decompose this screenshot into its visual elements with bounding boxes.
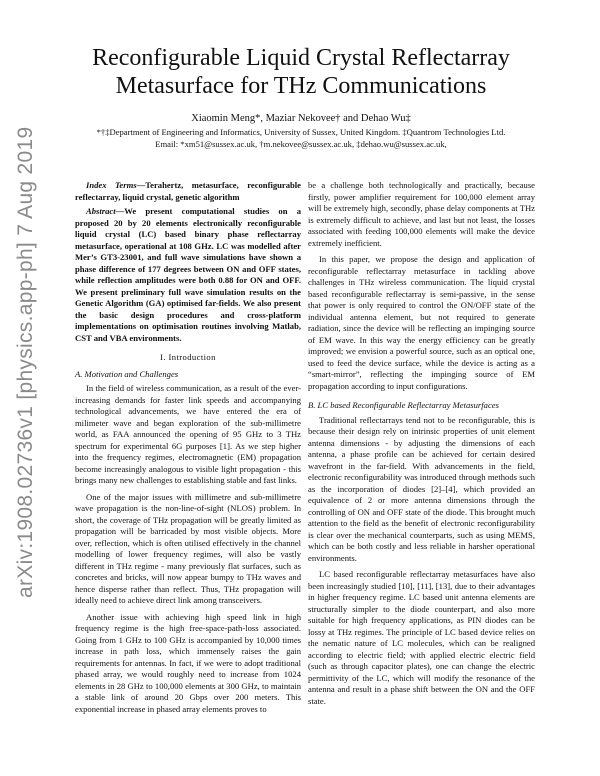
paragraph: Another issue with achieving high speed link in high frequency regime is the high free-space-path-loss associated. Going from 1 GHz to 100 GHz is accompanied by 10,000 times increase in path loss, which immensely raises the gain requirements for antennas. In fact, if we were to adopt traditional phased array, we would roughly need to increase from 1024 elements in 28 GHz to 100,000 elements at 300 GHz, to maintain a stable link of around 20 Gbps over 200 meters. This exponential increase in phased array elements proves to (75, 611, 301, 714)
paragraph: Traditional reflectarrays tend not to be reconfigurable, this is because their design rely on intrinsic properties of unit element antenna dimensions - by adjusting the dimensions of each antenna, a phase profile can be achieved for certain desired wavefront in the far-field. With advancements in the field, electronic reconfigurability was introduced through methods such as the incorporation of diodes [2]–[4], which provided an equivalence of 2 or more antenna dimensions through the controlling of ON and OFF state of the diode. This brought much attention to the field as the benefit of electronic reconfigurability is clear over the mechanical counterparts, such as using MEMS, which can be both costly and less reliable in harsher operational environments. (308, 414, 535, 563)
paragraph: be a challenge both technologically and practically, because firstly, power amplifier requirement for 100,000 element array will be extremely high, secondly, phase delay components at THz is extremely difficult to achieve, and last but not least, the losses associated with feeding 100,000 elements will make the device extremely inefficient. (308, 180, 535, 248)
affiliation-block (40, 126, 562, 150)
section-heading-introduction: I. Introduction (160, 352, 216, 362)
subsection-heading-motivation: A. Motivation and Challenges (75, 368, 179, 379)
arxiv-identifier: arXiv:1908.02736v1 [physics.app-ph] 7 Aug 2019 (14, 126, 37, 598)
index-terms: Index Terms—Terahertz, metasurface, reconfigurable reflectarray, liquid crystal, genetic algorithm (75, 180, 301, 202)
arxiv-watermark (10, 126, 44, 598)
abstract: Abstract—We present computational studies on a proposed 20 by 20 elements electronically reconfigurable liquid crystal (LC) based binary phase reflectarray metasurface, operational at 108 GHz. LC was modelled after Mer’s GT3-23001, and full wave simulations have shown a phase difference of 177 degrees between ON and OFF states, while reflection amplitudes were both 0.88 for ON and OFF. We present preliminary full wave simulation results on the Genetic Algorithm (GA) optimised far-fields. We also present the basic design procedures and cross-platform implementations on optimisation routines involving Matlab, CST and VBA environments. (75, 206, 301, 343)
email-line: Email: *xm51@sussex.ac.uk, †m.nekovee@sussex.ac.uk, ‡dehao.wu@sussex.ac.uk, (155, 139, 447, 149)
paragraph: In this paper, we propose the design and application of reconfigurable reflectarray metasurface in tackling above challenges in THz wireless communication. The liquid crystal based reconfigurable reflectarray is semi-passive, in the sense that power is only required to control the ON/OFF state of the individual antenna element, but not required to generate radiation, since the device will be reflecting an impinging source of EM wave. In this way the energy efficiency can be greatly improved; we envision a powerful source, such as an optical one, used to feed the device surface, while the device is acting as a “smart-mirror”, reflecting the impinging source of EM propagation according to input configurations. (308, 254, 535, 391)
subsection-heading-lc-reflectarray: B. LC based Reconfigurable Reflectarray Metasurfaces (308, 400, 499, 410)
paper-title: Reconfigurable Liquid Crystal Reflectarray Metasurface for THz Communications (92, 45, 510, 99)
paragraph: LC based reconfigurable reflectarray metasurfaces have also been increasingly studied [10], [11], [13], due to their advantages in higher frequency regime. LC based unit antenna elements are structurally simpler to the diode counterpart, and also more suitable for high frequency applications, as PIN diodes can be lossy at THz regimes. The principle of LC based device relies on the nematic nature of LC molecules, which can be realigned according to electric field; with applied electric electric field (such as through capacitor plates), one can change the electric permittivity of the LC, which will modify the resonance of the antenna and result in a phase shift between the ON and the OFF state. (308, 569, 535, 706)
affiliation-line: *†‡Department of Engineering and Informatics, University of Sussex, United Kingdom. ‡Quantrom Technologies Ltd. (96, 127, 506, 137)
right-column (308, 180, 535, 707)
paragraph: In the field of wireless communication, as a result of the ever-increasing demands for faster link speeds and accompanying technological advancements, we have entered the era of milimeter wave and began exploration of the sub-millimetre world, as FAA announced the opening of 95 GHz to 3 THz spectrum for experimental 6G purposes [1]. As we step higher into the frequency regimes, electromagnetic (EM) propagation become increasingly analogous to visible light propagation - this brings many new challenges to establishing stable and fast links. (75, 383, 301, 485)
paragraph: One of the major issues with millimetre and sub-millimetre wave propagation is the non-line-of-sight (NLOS) problem. In short, the coverage of THz propagation will be greatly limited as propagation will be barricaded by most visible objects. More over, reflection, which is often utilised effectively in the channel modelling of lower frequency regimes, will also be vastly different in THz regime - many previously flat surfaces, such as concretes and bricks, will now appear bumpy to THz waves and hence disperse rather than reflect. Thus, THz propagation will ideally need to achieve direct link among transceivers. (75, 491, 301, 605)
author-list: Xiaomin Meng*, Maziar Nekovee† and Dehao Wu‡ (191, 113, 411, 124)
left-column (75, 180, 301, 715)
